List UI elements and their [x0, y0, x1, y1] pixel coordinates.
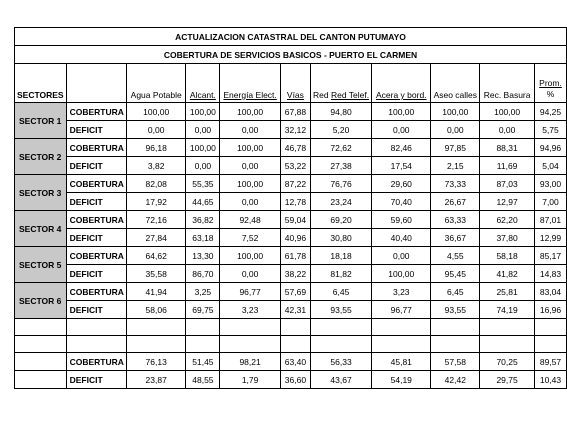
cobertura-value: 61,78 — [280, 247, 310, 265]
cobertura-value: 72,16 — [126, 211, 186, 229]
header-row — [15, 64, 567, 103]
header-blank — [66, 64, 126, 103]
cobertura-value: 57,69 — [280, 283, 310, 301]
header-acera — [372, 64, 431, 103]
cobertura-value: 13,30 — [186, 247, 220, 265]
deficit-value: 16,96 — [535, 301, 567, 319]
deficit-value: 40,40 — [372, 229, 431, 247]
blank-cell — [15, 336, 67, 353]
deficit-value: 69,75 — [186, 301, 220, 319]
blank-row — [15, 336, 567, 353]
deficit-value: 0,00 — [186, 157, 220, 175]
cobertura-label: COBERTURA — [66, 283, 126, 301]
cobertura-value: 87,03 — [480, 175, 535, 193]
blank-cell — [480, 336, 535, 353]
cobertura-value: 59,60 — [372, 211, 431, 229]
blank-cell — [220, 336, 280, 353]
table-row — [15, 265, 567, 283]
cobertura-value: 100,00 — [480, 103, 535, 121]
deficit-label: DEFICIT — [66, 121, 126, 139]
cobertura-value: 87,22 — [280, 175, 310, 193]
total-cobertura-value: 57,58 — [431, 353, 480, 371]
cobertura-value: 97,85 — [431, 139, 480, 157]
deficit-label: DEFICIT — [66, 193, 126, 211]
total-deficit-value: 48,55 — [186, 371, 220, 389]
total-blank — [15, 353, 67, 371]
total-deficit-label: DEFICIT — [66, 371, 126, 389]
deficit-value: 0,00 — [220, 157, 280, 175]
cobertura-value: 63,33 — [431, 211, 480, 229]
deficit-value: 93,55 — [431, 301, 480, 319]
blank-cell — [431, 319, 480, 336]
deficit-value: 40,96 — [280, 229, 310, 247]
total-cobertura-value: 76,13 — [126, 353, 186, 371]
cobertura-value: 6,45 — [311, 283, 372, 301]
table-row — [15, 247, 567, 265]
header-vias: Vías — [280, 64, 310, 103]
header-red: Red Red Telef. — [311, 64, 372, 103]
deficit-value: 0,00 — [220, 121, 280, 139]
table-row — [15, 193, 567, 211]
deficit-value: 100,00 — [372, 265, 431, 283]
blank-cell — [535, 319, 567, 336]
deficit-value: 12,97 — [480, 193, 535, 211]
cobertura-value: 85,17 — [535, 247, 567, 265]
total-row — [15, 371, 567, 389]
cobertura-value: 100,00 — [220, 247, 280, 265]
cobertura-label: COBERTURA — [66, 211, 126, 229]
blank-cell — [280, 319, 310, 336]
cobertura-value: 94,80 — [311, 103, 372, 121]
cobertura-value: 72,62 — [311, 139, 372, 157]
cobertura-value: 82,46 — [372, 139, 431, 157]
cobertura-value: 92,48 — [220, 211, 280, 229]
total-cobertura-value: 98,21 — [220, 353, 280, 371]
cobertura-value: 29,60 — [372, 175, 431, 193]
cobertura-value: 62,20 — [480, 211, 535, 229]
cobertura-value: 100,00 — [220, 103, 280, 121]
blank-cell — [126, 319, 186, 336]
sector-label: SECTOR 6 — [15, 283, 67, 319]
deficit-value: 0,00 — [220, 193, 280, 211]
deficit-value: 81,82 — [311, 265, 372, 283]
deficit-value: 37,80 — [480, 229, 535, 247]
deficit-value: 38,22 — [280, 265, 310, 283]
deficit-value: 5,04 — [535, 157, 567, 175]
blank-cell — [280, 336, 310, 353]
blank-cell — [186, 336, 220, 353]
sector-label: SECTOR 3 — [15, 175, 67, 211]
blank-cell — [431, 336, 480, 353]
deficit-value: 63,18 — [186, 229, 220, 247]
deficit-value: 32,12 — [280, 121, 310, 139]
cobertura-value: 100,00 — [372, 103, 431, 121]
total-deficit-value: 29,75 — [480, 371, 535, 389]
blank-cell — [220, 319, 280, 336]
deficit-value: 3,23 — [220, 301, 280, 319]
cobertura-label: COBERTURA — [66, 175, 126, 193]
cobertura-label: COBERTURA — [66, 247, 126, 265]
deficit-value: 0,00 — [431, 121, 480, 139]
total-deficit-value: 1,79 — [220, 371, 280, 389]
blank-cell — [66, 336, 126, 353]
cobertura-value: 64,62 — [126, 247, 186, 265]
total-deficit-value: 23,87 — [126, 371, 186, 389]
cobertura-value: 100,00 — [220, 175, 280, 193]
deficit-value: 96,77 — [372, 301, 431, 319]
header-basura: Rec. Basura — [480, 64, 535, 103]
deficit-value: 27,38 — [311, 157, 372, 175]
total-cobertura-value: 89,57 — [535, 353, 567, 371]
total-deficit-value: 43,67 — [311, 371, 372, 389]
blank-cell — [15, 319, 67, 336]
blank-cell — [535, 336, 567, 353]
total-cobertura-value: 70,25 — [480, 353, 535, 371]
deficit-value: 5,75 — [535, 121, 567, 139]
table-row — [15, 175, 567, 193]
cobertura-value: 36,82 — [186, 211, 220, 229]
blank-cell — [66, 319, 126, 336]
table-subtitle: COBERTURA DE SERVICIOS BASICOS - PUERTO EL CARMEN — [15, 46, 567, 64]
deficit-value: 14,83 — [535, 265, 567, 283]
header-prom-top: Prom. — [539, 78, 562, 88]
deficit-value: 12,99 — [535, 229, 567, 247]
cobertura-value: 88,31 — [480, 139, 535, 157]
header-energia: Energía Elect. — [220, 64, 280, 103]
table-row — [15, 157, 567, 175]
total-cobertura-value: 63,40 — [280, 353, 310, 371]
deficit-label: DEFICIT — [66, 265, 126, 283]
header-prom — [535, 64, 567, 103]
cobertura-value: 46,78 — [280, 139, 310, 157]
cobertura-value: 18,18 — [311, 247, 372, 265]
blank-cell — [372, 319, 431, 336]
deficit-value: 7,52 — [220, 229, 280, 247]
cobertura-value: 93,00 — [535, 175, 567, 193]
deficit-value: 17,54 — [372, 157, 431, 175]
header-alcant: Alcant. — [186, 64, 220, 103]
header-agua: Agua Potable — [126, 64, 186, 103]
deficit-value: 53,22 — [280, 157, 310, 175]
deficit-value: 7,00 — [535, 193, 567, 211]
cobertura-label: COBERTURA — [66, 139, 126, 157]
deficit-label: DEFICIT — [66, 157, 126, 175]
header-acera-text: Acera y bord. — [375, 90, 427, 100]
cobertura-value: 96,77 — [220, 283, 280, 301]
table-row — [15, 211, 567, 229]
table-row — [15, 283, 567, 301]
blank-cell — [311, 336, 372, 353]
deficit-value: 0,00 — [372, 121, 431, 139]
cobertura-value: 100,00 — [431, 103, 480, 121]
total-deficit-value: 42,42 — [431, 371, 480, 389]
table-row — [15, 301, 567, 319]
total-deficit-value: 36,60 — [280, 371, 310, 389]
deficit-value: 0,00 — [480, 121, 535, 139]
cobertura-value: 87,01 — [535, 211, 567, 229]
deficit-value: 42,31 — [280, 301, 310, 319]
header-red-text: Red Telef. — [330, 90, 370, 100]
total-deficit-value: 54,19 — [372, 371, 431, 389]
sector-label: SECTOR 1 — [15, 103, 67, 139]
cobertura-value: 3,25 — [186, 283, 220, 301]
cobertura-value: 3,23 — [372, 283, 431, 301]
deficit-value: 12,78 — [280, 193, 310, 211]
deficit-label: DEFICIT — [66, 301, 126, 319]
sector-label: SECTOR 2 — [15, 139, 67, 175]
header-aseo: Aseo calles — [431, 64, 480, 103]
sector-label: SECTOR 5 — [15, 247, 67, 283]
deficit-value: 26,67 — [431, 193, 480, 211]
cobertura-value: 69,20 — [311, 211, 372, 229]
deficit-value: 2,15 — [431, 157, 480, 175]
total-deficit-value: 10,43 — [535, 371, 567, 389]
total-cobertura-value: 45,81 — [372, 353, 431, 371]
cobertura-value: 96,18 — [126, 139, 186, 157]
deficit-value: 35,58 — [126, 265, 186, 283]
cobertura-value: 67,88 — [280, 103, 310, 121]
total-blank — [15, 371, 67, 389]
table-row — [15, 103, 567, 121]
cobertura-value: 94,25 — [535, 103, 567, 121]
deficit-value: 27,84 — [126, 229, 186, 247]
cobertura-value: 73,33 — [431, 175, 480, 193]
cobertura-value: 76,76 — [311, 175, 372, 193]
cobertura-value: 25,81 — [480, 283, 535, 301]
cobertura-value: 82,08 — [126, 175, 186, 193]
deficit-value: 0,00 — [186, 121, 220, 139]
cobertura-value: 41,94 — [126, 283, 186, 301]
cobertura-value: 100,00 — [220, 139, 280, 157]
cobertura-value: 100,00 — [186, 139, 220, 157]
total-cobertura-label: COBERTURA — [66, 353, 126, 371]
deficit-value: 58,06 — [126, 301, 186, 319]
coverage-table — [14, 27, 567, 389]
deficit-value: 70,40 — [372, 193, 431, 211]
cobertura-value: 6,45 — [431, 283, 480, 301]
cobertura-value: 100,00 — [126, 103, 186, 121]
deficit-value: 11,69 — [480, 157, 535, 175]
deficit-value: 95,45 — [431, 265, 480, 283]
blank-cell — [372, 336, 431, 353]
blank-cell — [311, 319, 372, 336]
deficit-label: DEFICIT — [66, 229, 126, 247]
cobertura-value: 100,00 — [186, 103, 220, 121]
deficit-value: 86,70 — [186, 265, 220, 283]
blank-cell — [186, 319, 220, 336]
total-cobertura-value: 51,45 — [186, 353, 220, 371]
blank-cell — [126, 336, 186, 353]
cobertura-value: 83,04 — [535, 283, 567, 301]
total-cobertura-value: 56,33 — [311, 353, 372, 371]
cobertura-value: 58,18 — [480, 247, 535, 265]
cobertura-value: 4,55 — [431, 247, 480, 265]
sector-label: SECTOR 4 — [15, 211, 67, 247]
blank-cell — [480, 319, 535, 336]
cobertura-value: 59,04 — [280, 211, 310, 229]
table-title: ACTUALIZACION CATASTRAL DEL CANTON PUTUMAYO — [15, 28, 567, 46]
deficit-value: 41,82 — [480, 265, 535, 283]
deficit-value: 17,92 — [126, 193, 186, 211]
deficit-value: 0,00 — [220, 265, 280, 283]
blank-row — [15, 319, 567, 336]
table-row — [15, 139, 567, 157]
table-row — [15, 121, 567, 139]
deficit-value: 23,24 — [311, 193, 372, 211]
cobertura-value: 0,00 — [372, 247, 431, 265]
deficit-value: 93,55 — [311, 301, 372, 319]
deficit-value: 30,80 — [311, 229, 372, 247]
deficit-value: 44,65 — [186, 193, 220, 211]
deficit-value: 3,82 — [126, 157, 186, 175]
header-sectores: SECTORES — [15, 64, 67, 103]
cobertura-label: COBERTURA — [66, 103, 126, 121]
table-row — [15, 229, 567, 247]
total-row — [15, 353, 567, 371]
cobertura-value: 94,96 — [535, 139, 567, 157]
deficit-value: 36,67 — [431, 229, 480, 247]
cobertura-value: 55,35 — [186, 175, 220, 193]
deficit-value: 0,00 — [126, 121, 186, 139]
deficit-value: 74,19 — [480, 301, 535, 319]
header-prom-bottom: % — [546, 89, 555, 99]
deficit-value: 5,20 — [311, 121, 372, 139]
